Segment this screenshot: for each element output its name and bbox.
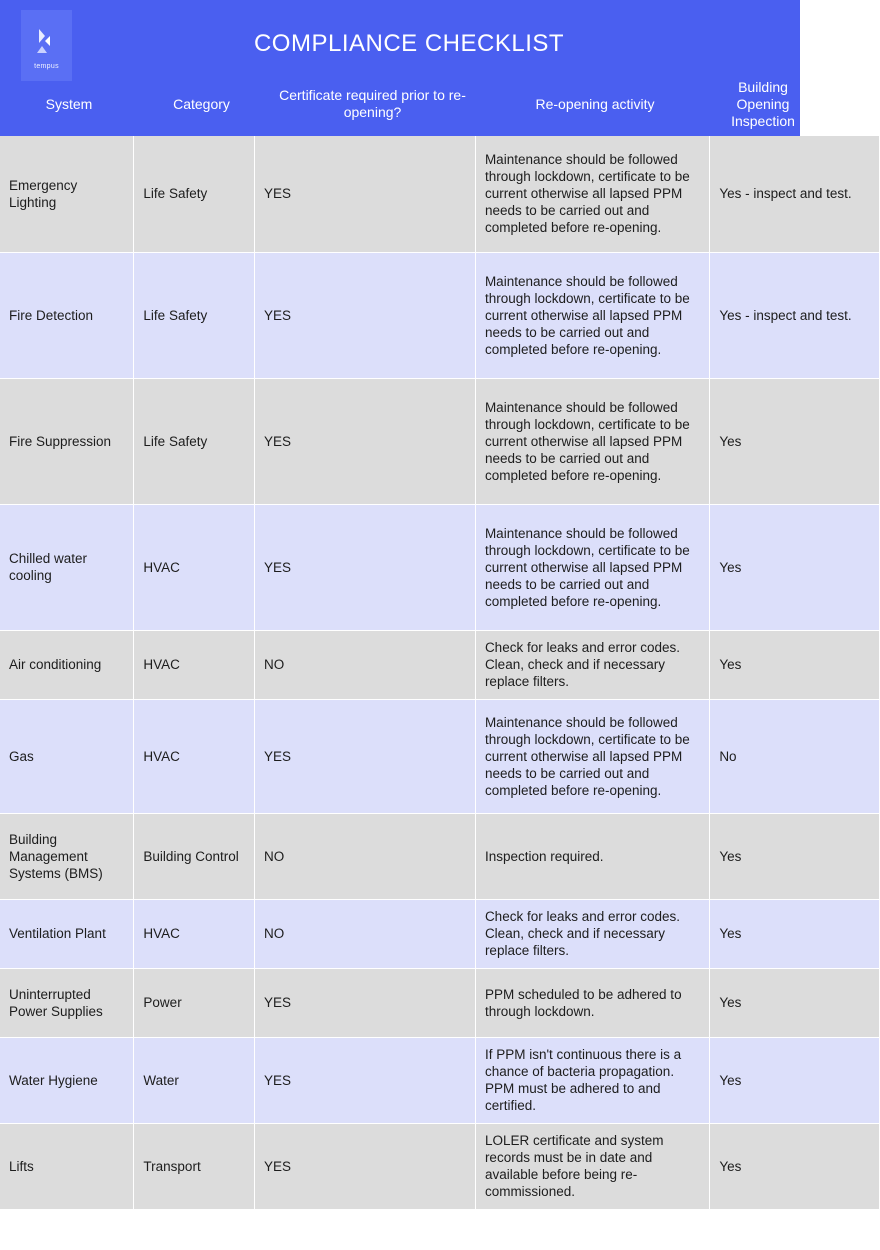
table-row xyxy=(0,504,880,630)
cell-activity: Maintenance should be followed through lockdown, certificate to be current otherwise all lapsed PPM needs to be carried out and completed before re-opening. xyxy=(475,378,709,504)
cell-inspection: Yes - inspect and test. xyxy=(710,252,880,378)
table-row xyxy=(0,1123,880,1209)
cell-certificate: YES xyxy=(254,1123,475,1209)
table-row xyxy=(0,378,880,504)
cell-system: Ventilation Plant xyxy=(0,899,134,968)
column-header-activity: Re-opening activity xyxy=(535,95,655,112)
cell-category: HVAC xyxy=(134,699,255,813)
logo-text: tempus xyxy=(34,63,59,70)
cell-category: HVAC xyxy=(134,504,255,630)
table-row xyxy=(0,813,880,899)
table-row xyxy=(0,699,880,813)
column-header-certificate: Certificate required prior to re-opening? xyxy=(279,87,466,120)
cell-certificate: YES xyxy=(254,699,475,813)
cell-certificate: NO xyxy=(254,899,475,968)
cell-system: Gas xyxy=(0,699,134,813)
header-banner xyxy=(0,0,800,136)
compliance-table xyxy=(0,136,880,1210)
cell-category: HVAC xyxy=(134,630,255,699)
cell-inspection: Yes - inspect and test. xyxy=(710,136,880,252)
cell-activity: LOLER certificate and system records must be in date and available before being re-commissioned. xyxy=(475,1123,709,1209)
table-row xyxy=(0,1037,880,1123)
cell-category: Transport xyxy=(134,1123,255,1209)
table-row xyxy=(0,968,880,1037)
cell-category: Life Safety xyxy=(134,378,255,504)
cell-activity: If PPM isn't continuous there is a chance of bacteria propagation. PPM must be adhered to and certified. xyxy=(475,1037,709,1123)
cell-system: Emergency Lighting xyxy=(0,136,134,252)
cell-category: Life Safety xyxy=(134,136,255,252)
cell-category: Power xyxy=(134,968,255,1037)
cell-certificate: NO xyxy=(254,813,475,899)
table-row xyxy=(0,899,880,968)
cell-inspection: Yes xyxy=(710,630,880,699)
cell-activity: PPM scheduled to be adhered to through lockdown. xyxy=(475,968,709,1037)
cell-system: Building Management Systems (BMS) xyxy=(0,813,134,899)
cell-certificate: NO xyxy=(254,630,475,699)
cell-activity: Check for leaks and error codes. Clean, check and if necessary replace filters. xyxy=(475,899,709,968)
cell-inspection: Yes xyxy=(710,504,880,630)
cell-certificate: YES xyxy=(254,252,475,378)
cell-certificate: YES xyxy=(254,378,475,504)
cell-system: Air conditioning xyxy=(0,630,134,699)
cell-category: Water xyxy=(134,1037,255,1123)
cell-category: Building Control xyxy=(134,813,255,899)
cell-activity: Maintenance should be followed through lockdown, certificate to be current otherwise all lapsed PPM needs to be carried out and completed before re-opening. xyxy=(475,699,709,813)
cell-system: Fire Detection xyxy=(0,252,134,378)
cell-inspection: Yes xyxy=(710,899,880,968)
column-header-inspection: Building Opening Inspection xyxy=(731,78,795,129)
cell-certificate: YES xyxy=(254,504,475,630)
cell-certificate: YES xyxy=(254,968,475,1037)
cell-activity: Maintenance should be followed through lockdown, certificate to be current otherwise all lapsed PPM needs to be carried out and completed before re-opening. xyxy=(475,136,709,252)
cell-system: Lifts xyxy=(0,1123,134,1209)
cell-system: Chilled water cooling xyxy=(0,504,134,630)
cell-category: Life Safety xyxy=(134,252,255,378)
table-body xyxy=(0,136,880,1209)
cell-category: HVAC xyxy=(134,899,255,968)
column-header-system: System xyxy=(45,95,93,112)
cell-inspection: Yes xyxy=(710,1123,880,1209)
cell-inspection: Yes xyxy=(710,813,880,899)
cell-certificate: YES xyxy=(254,136,475,252)
cell-activity: Maintenance should be followed through lockdown, certificate to be current otherwise all lapsed PPM needs to be carried out and completed before re-opening. xyxy=(475,252,709,378)
table-row xyxy=(0,252,880,378)
table-row xyxy=(0,136,880,252)
cell-system: Uninterrupted Power Supplies xyxy=(0,968,134,1037)
cell-inspection: No xyxy=(710,699,880,813)
cell-certificate: YES xyxy=(254,1037,475,1123)
cell-inspection: Yes xyxy=(710,378,880,504)
column-header-category: Category xyxy=(173,95,230,112)
cell-activity: Maintenance should be followed through lockdown, certificate to be current otherwise all lapsed PPM needs to be carried out and completed before re-opening. xyxy=(475,504,709,630)
cell-activity: Check for leaks and error codes. Clean, check and if necessary replace filters. xyxy=(475,630,709,699)
cell-system: Fire Suppression xyxy=(0,378,134,504)
cell-activity: Inspection required. xyxy=(475,813,709,899)
cell-system: Water Hygiene xyxy=(0,1037,134,1123)
table-row xyxy=(0,630,880,699)
page-title: COMPLIANCE CHECKLIST xyxy=(253,30,565,57)
cell-inspection: Yes xyxy=(710,968,880,1037)
cell-inspection: Yes xyxy=(710,1037,880,1123)
